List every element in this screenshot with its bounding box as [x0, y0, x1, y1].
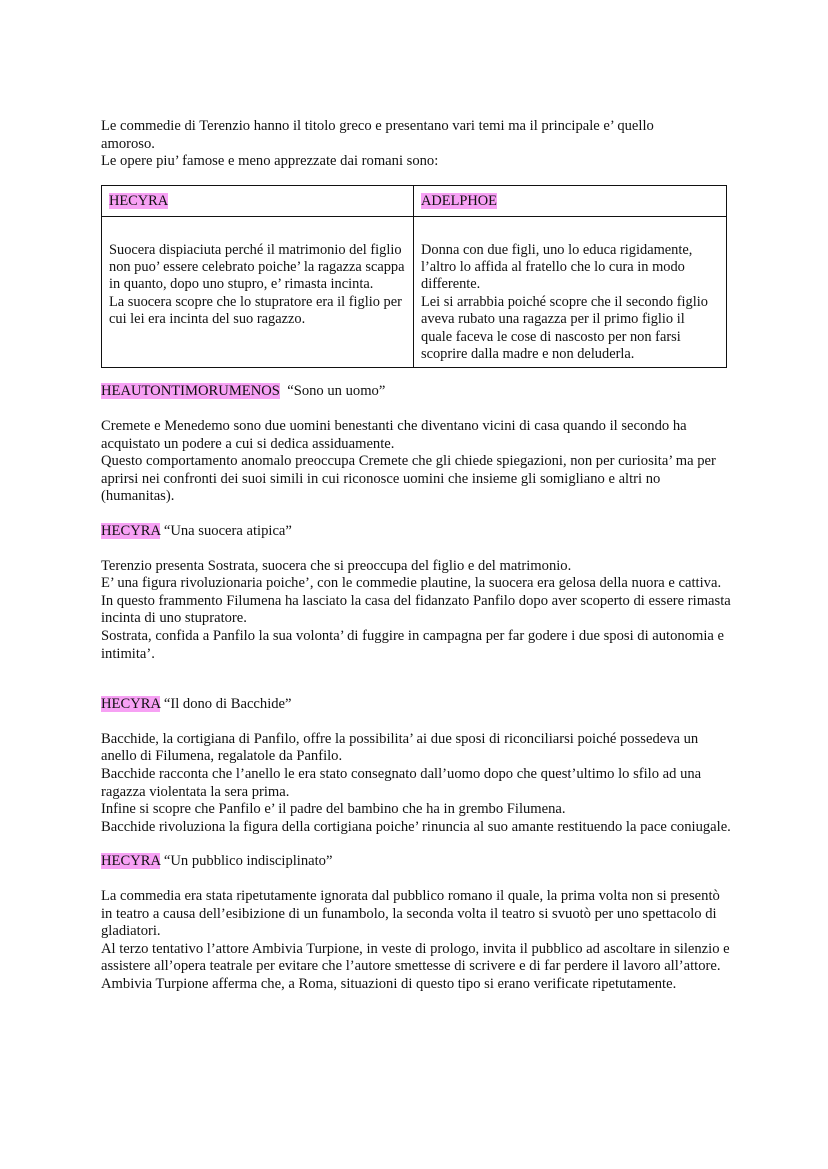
section-heading: [101, 383, 731, 401]
table-header-row: [102, 185, 727, 216]
table-header-cell-2: [414, 185, 727, 216]
paragraph: E’ una figura rivoluzionaria poiche’, con le commedie plautine, la suocera era gelosa della nuora e cattiva.: [101, 575, 722, 592]
intro-line-2: Le opere piu’ famose e meno apprezzate dai romani sono:: [101, 153, 439, 170]
paragraph: Bacchide racconta che l’anello le era stato consegnato dall’uomo dopo che quest’ultimo lo sfilo ad una ragazza violentata la sera prima.: [101, 765, 702, 800]
section-heading: [101, 523, 731, 541]
section-body: [101, 731, 731, 837]
table-cell-adelphoe: [414, 217, 727, 368]
adelphoe-title: ADELPHOE: [421, 192, 497, 209]
section-subtitle: “Un pubblico indisciplinato”: [160, 853, 333, 870]
paragraph: Ambivia Turpione afferma che, a Roma, situazioni di questo tipo si erano verificate ripetutamente.: [101, 975, 677, 992]
paragraph: Bacchide rivoluziona la figura della cortigiana poiche’ rinuncia al suo amante restituendo la pace coniugale.: [101, 818, 731, 835]
hecyra-description: Suocera dispiaciuta perché il matrimonio del figlio non puo’ essere celebrato poiche’ la ragazza scappa in quanto, dopo uno stupro, e’ rimasta incinta. La suocera scopre che lo stupratore era il figlio per cui lei era incinta del suo ragazzo.: [109, 241, 405, 328]
paragraph: Cremete e Menedemo sono due uomini benestanti che diventano vicini di casa quando il secondo ha acquistato un podere a cui si dedica assiduamente.: [101, 418, 687, 452]
section-body: [101, 558, 731, 664]
section-title: HECYRA: [101, 523, 161, 539]
paragraph: La commedia era stata ripetutamente ignorata dal pubblico romano il quale, la prima volta non si presentò in teatro a causa dell’esibizione di un funambolo, la seconda volta il teatro si svuotò per uno spettacolo di gladiatori.: [101, 887, 720, 940]
hecyra-title: HECYRA: [109, 192, 169, 209]
section-heading: [101, 696, 731, 714]
section-title: HEAUTONTIMORUMENOS: [101, 383, 280, 400]
paragraph: Infine si scopre che Panfilo e’ il padre del bambino che ha in grembo Filumena.: [101, 801, 566, 818]
paragraph: Al terzo tentativo l’attore Ambivia Turpione, in veste di prologo, invita il pubblico ad ascoltare in silenzio e assistere all’opera teatrale per evitare che l’autore smettesse di scrivere e di far perdere il lavoro all’attore.: [101, 940, 730, 975]
table-header-cell-1: [102, 185, 414, 216]
paragraph: Questo comportamento anomalo preoccupa Cremete che gli chiede spiegazioni, non per curiosita’ ma per aprirsi nei confronti dei suoi simili in cui riconosce uomini che insieme gli somigliano e altri no (humanitas).: [101, 453, 716, 505]
paragraph: Terenzio presenta Sostrata, suocera che si preoccupa del figlio e del matrimonio.: [101, 557, 572, 574]
section-subtitle: “Sono un uomo”: [279, 383, 386, 400]
section-subtitle: “Una suocera atipica”: [160, 523, 292, 539]
comedies-table: [101, 185, 727, 369]
table-cell-hecyra: [102, 217, 414, 368]
paragraph: In questo frammento Filumena ha lasciato la casa del fidanzato Panfilo dopo aver scoperto di essere rimasta incinta di uno stupratore.: [101, 592, 731, 627]
document-page: [101, 118, 731, 993]
paragraph: Bacchide, la cortigiana di Panfilo, offre la possibilita’ ai due sposi di riconciliarsi poiché possedeva un anello di Filumena, regalatole da Panfilo.: [101, 730, 699, 765]
table-body-row: [102, 217, 727, 368]
section-subtitle: “Il dono di Bacchide”: [160, 696, 292, 713]
section-title: HECYRA: [101, 853, 161, 870]
paragraph: Sostrata, confida a Panfilo la sua volonta’ di fuggire in campagna per far godere i due sposi di autonomia e intimita’.: [101, 627, 725, 662]
section-body: [101, 888, 731, 994]
section-heading: [101, 853, 731, 871]
section-title: HECYRA: [101, 696, 161, 713]
intro-line-1: Le commedie di Terenzio hanno il titolo greco e presentano vari temi ma il principale e’ quello amoroso.: [101, 118, 654, 152]
section-body: [101, 418, 731, 506]
adelphoe-description: Donna con due figli, uno lo educa rigidamente, l’altro lo affida al fratello che lo cura in modo differente. Lei si arrabbia poiché scopre che il secondo figlio aveva rubato una ragazza per il primo figlio il quale faceva le cose di nascosto per non farsi scoprire dalla madre e non deluderla.: [421, 241, 708, 363]
